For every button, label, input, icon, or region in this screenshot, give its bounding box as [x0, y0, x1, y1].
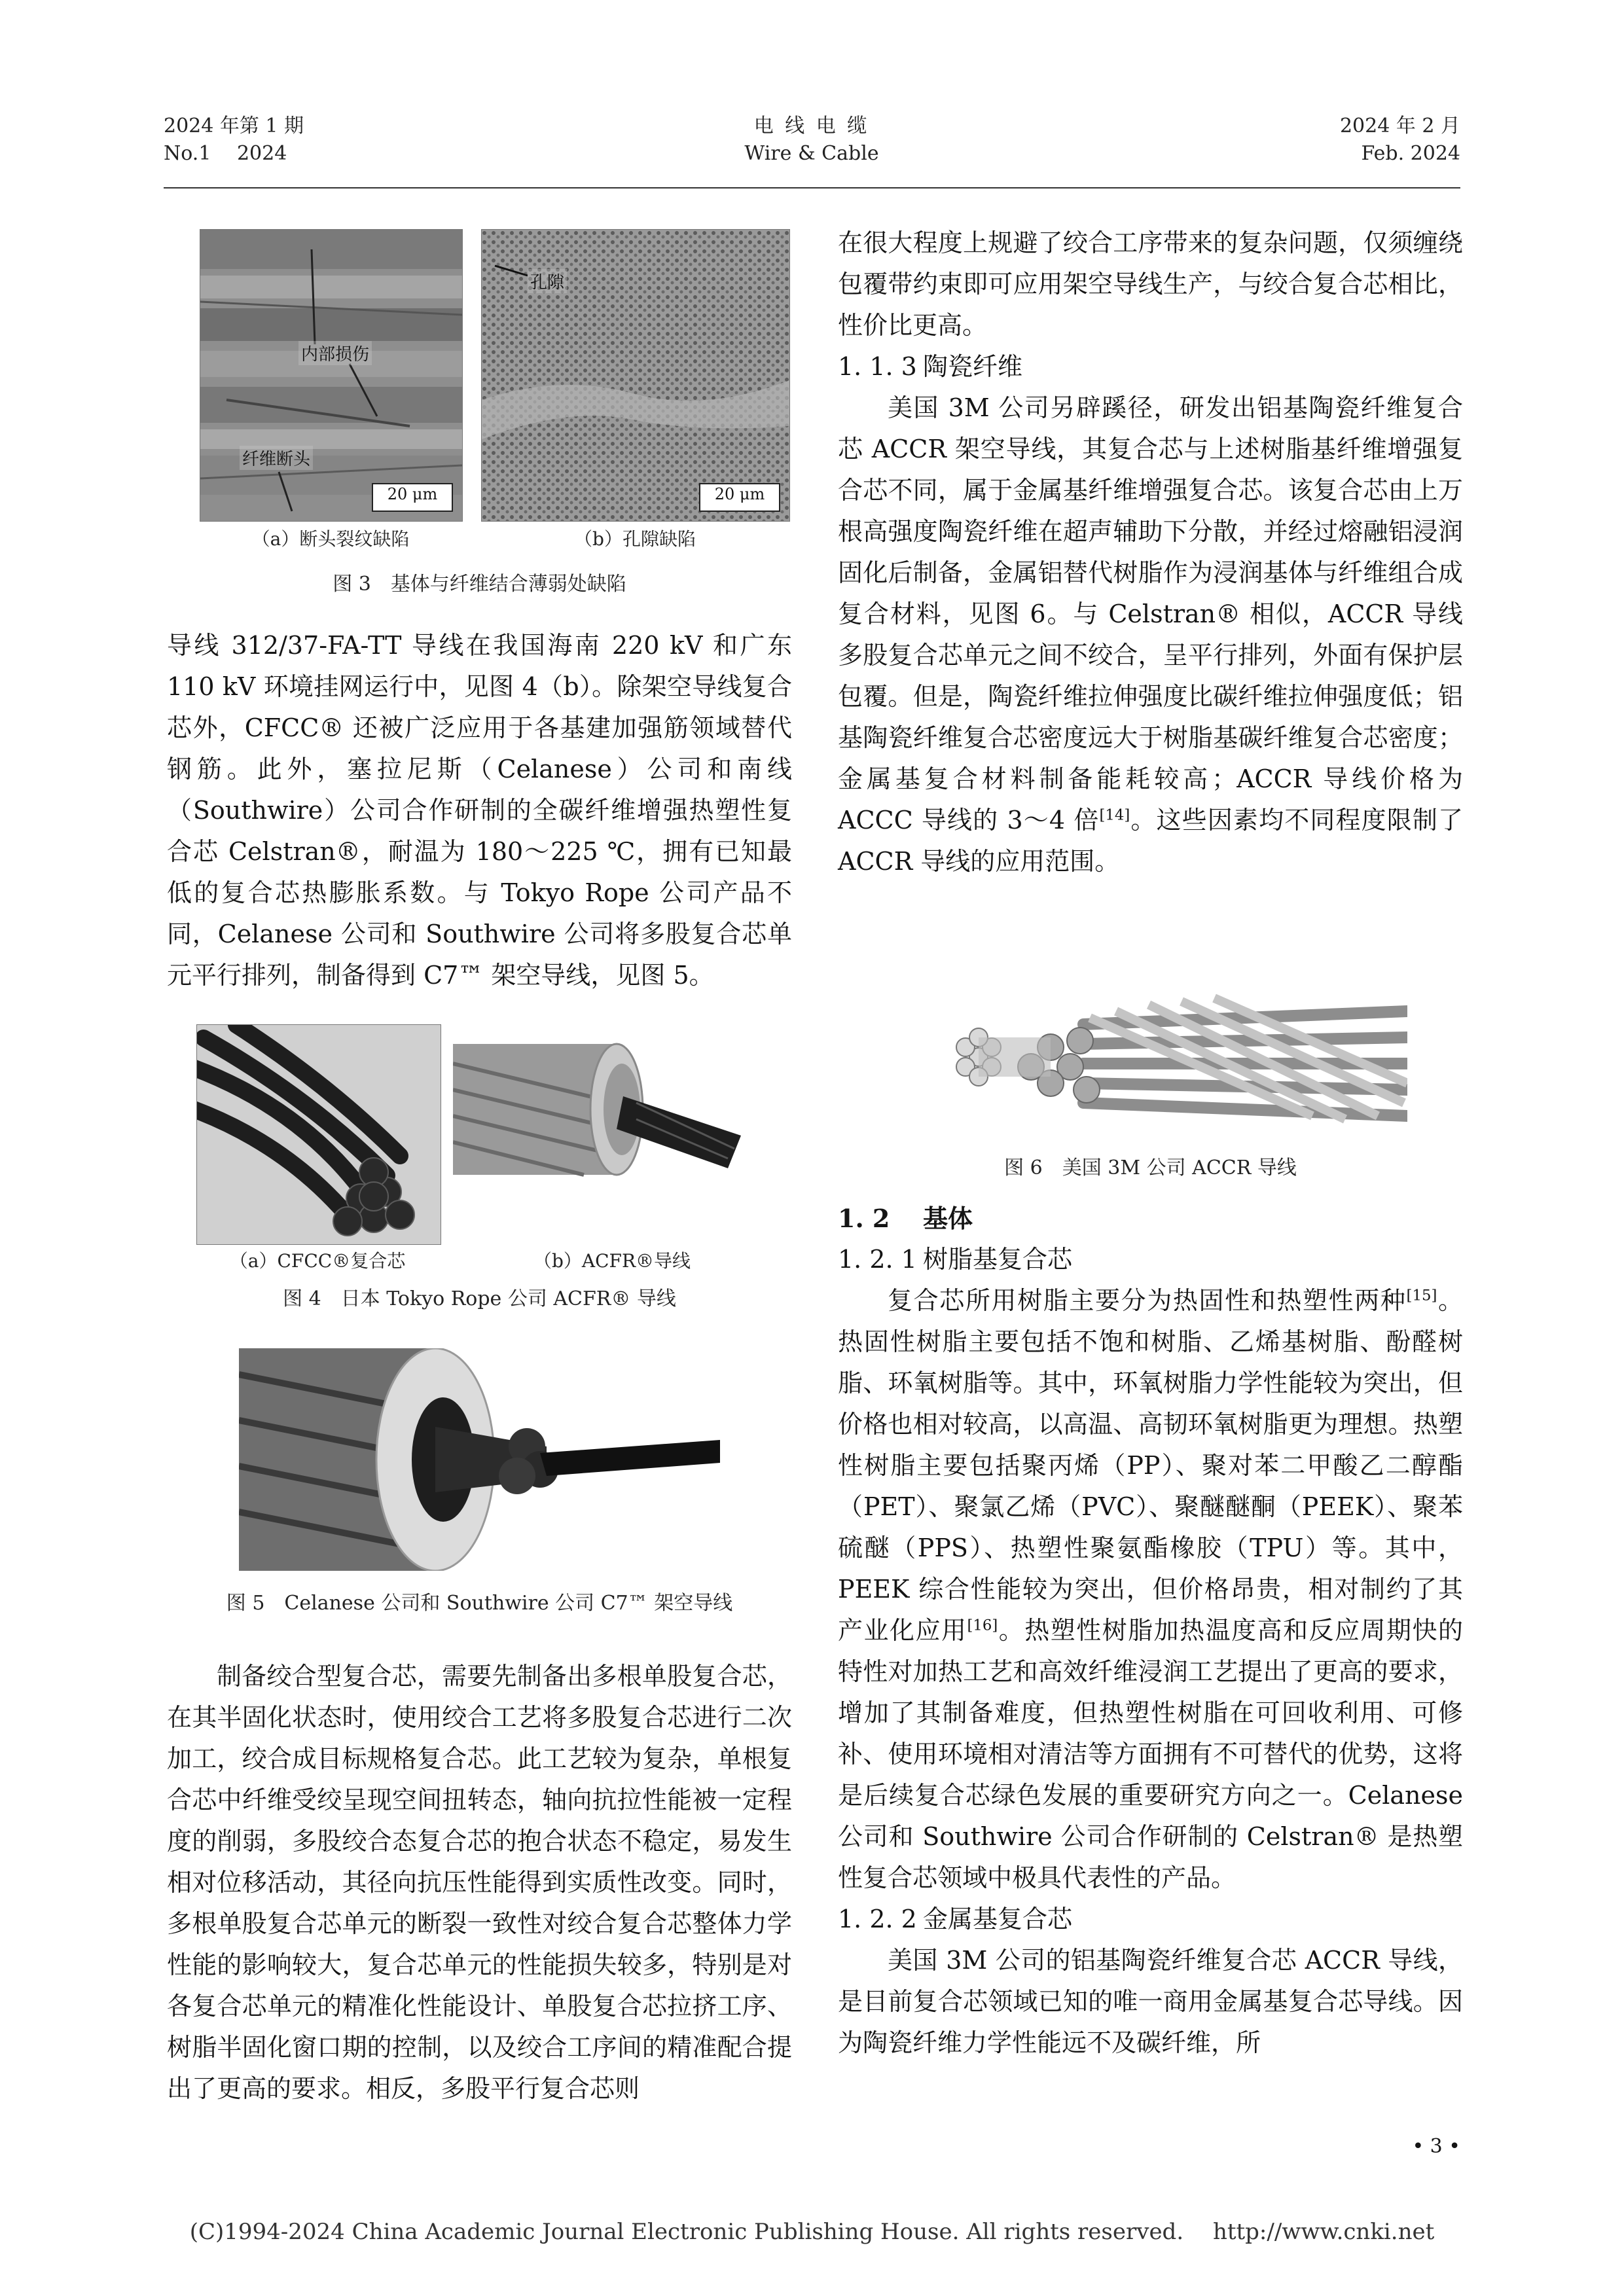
- right-paragraph-2: [838, 387, 1463, 882]
- right-paragraph-2-end: 。这些因素均不同程度限制了 ACCR 导线的应用范围。: [838, 806, 1463, 876]
- fig4a-image: [196, 1024, 441, 1245]
- right-paragraph-3-c: 。热塑性树脂加热温度高和反应周期快的特性对加热工艺和高效纤维浸润工艺提出了更高的要求，增加了其制备难度，但热塑性树脂在可回收利用、可修补、使用环境相对清洁等方面拥有不可替代的优势，这将是后续复合芯绿色发展的重要研究方向之一。Celanese 公司和 Southwire 公司合作研制的 Celstran® 是热塑性复合芯领域中极具代表性的产品。: [838, 1616, 1463, 1892]
- section-1-2-2-heading: [838, 1899, 1463, 1940]
- copyright-footer: (C)1994-2024 China Academic Journal Electronic Publishing House. All rights reserved. http://www.cnki.net: [189, 2219, 1435, 2245]
- right-paragraph-3-a: 复合芯所用树脂主要分为热固性和热塑性两种: [888, 1286, 1407, 1315]
- citation-15: [15]: [1406, 1287, 1437, 1304]
- fig3a-micrograph: [200, 229, 463, 522]
- header-rule: [164, 187, 1460, 188]
- right-paragraph-3-b: 。热固性树脂主要包括不饱和树脂、乙烯基树脂、酚醛树脂、环氧树脂等。其中，环氧树脂力学性能较为突出，但价格也相对较高，以高温、高韧环氧树脂更为理想。热塑性树脂主要包括聚丙烯（PP）、聚对苯二甲酸乙二醇酯（PET）、聚氯乙烯（PVC）、聚醚醚酮（PEEK）、聚苯硫醚（PPS）、热塑性聚氨酯橡胶（TPU）等。其中，PEEK 综合性能较为突出，但价格昂贵，相对制约了其产业化应用: [838, 1286, 1463, 1645]
- section-1-2-2-title: 金属基复合芯: [923, 1905, 1073, 1933]
- section-1-1-3-title: 陶瓷纤维: [923, 352, 1023, 381]
- right-paragraph-1: 在很大程度上规避了绞合工序带来的复杂问题，仅须缠绕包覆带约束即可应用架空导线生产，与绞合复合芯相比，性价比更高。: [838, 228, 1463, 340]
- right-column-top: [838, 223, 1463, 882]
- section-1-2-1-title: 树脂基复合芯: [923, 1245, 1073, 1274]
- citation-14: [14]: [1099, 806, 1130, 824]
- fig4b-image: [453, 1024, 761, 1244]
- issue-en: No.1 2024: [164, 142, 287, 165]
- journal-title-en: Wire & Cable: [744, 142, 879, 165]
- right-paragraph-3: [838, 1280, 1463, 1899]
- fig6-caption: 图 6 美国 3M 公司 ACCR 导线: [1004, 1157, 1297, 1179]
- annot-internal-damage: 内部损伤: [298, 341, 372, 365]
- journal-title-cn: 电 线 电 缆: [753, 115, 870, 137]
- annot-pore: 孔隙: [528, 269, 567, 293]
- fig3-subcaption-a: （a）断头裂纹缺陷: [251, 528, 410, 550]
- left-paragraph-1: 导线 312/37-FA-TT 导线在我国海南 220 kV 和广东 110 kV 环境挂网运行中，见图 4（b）。除架空导线复合芯外，CFCC® 还被广泛应用于各基建加强筋领域替代钢筋。此外，塞拉尼斯（Celanese）公司和南线（Southwire）公司合作研制的全碳纤维增强热塑性复合芯 Celstran®，耐温为 180～225 ℃，拥有已知最低的复合芯热膨胀系数。与 Tokyo Rope 公司产品不同，Celanese 公司和 Southwire 公司将多股复合芯单元平行排列，制备得到 C7™ 架空导线，见图 5。: [167, 631, 792, 990]
- fig4-caption: 图 4 日本 Tokyo Rope 公司 ACFR® 导线: [283, 1287, 676, 1310]
- journal-date: [1340, 113, 1460, 168]
- journal-issue-cn: [164, 113, 304, 168]
- fig3-subcaption-b: （b）孔隙缺陷: [574, 528, 696, 550]
- scalebar-b: 20 μm: [699, 483, 780, 512]
- section-1-2-1-heading: [838, 1239, 1463, 1280]
- fig3b-micrograph: [481, 229, 790, 522]
- fig3-caption: 图 3 基体与纤维结合薄弱处缺陷: [333, 573, 626, 596]
- section-1-1-3-number: 1. 1. 3: [838, 352, 917, 381]
- scalebar-a: 20 μm: [372, 483, 453, 512]
- section-1-2-1-number: 1. 2. 1: [838, 1245, 917, 1274]
- right-column-bottom: [838, 1198, 1463, 2064]
- issue-cn: 2024 年第 1 期: [164, 115, 304, 137]
- left-paragraph-2-block: [167, 1656, 792, 2109]
- left-paragraph-1-block: [167, 625, 792, 996]
- journal-title: [655, 113, 969, 168]
- citation-16: [16]: [967, 1617, 998, 1634]
- fig5-image: [239, 1348, 720, 1571]
- section-1-1-3-heading: [838, 346, 1463, 387]
- fig5-caption: 图 5 Celanese 公司和 Southwire 公司 C7™ 架空导线: [226, 1592, 733, 1615]
- fig6-image: [920, 985, 1407, 1139]
- fig4-subcaption-b: （b）ACFR®导线: [533, 1250, 691, 1272]
- date-en: Feb. 2024: [1361, 142, 1460, 165]
- annot-fiber-break: 纤维断头: [240, 446, 313, 470]
- section-1-2-2-number: 1. 2. 2: [838, 1905, 917, 1933]
- right-paragraph-4: 美国 3M 公司的铝基陶瓷纤维复合芯 ACCR 导线，是目前复合芯领域已知的唯一商用金属基复合芯导线。因为陶瓷纤维力学性能远不及碳纤维，所: [838, 1946, 1463, 2057]
- left-paragraph-2: 制备绞合型复合芯，需要先制备出多根单股复合芯，在其半固化状态时，使用绞合工艺将多股复合芯进行二次加工，绞合成目标规格复合芯。此工艺较为复杂，单根复合芯中纤维受绞呈现空间扭转态，轴向抗拉性能被一定程度的削弱，多股绞合态复合芯的抱合状态不稳定，易发生相对位移活动，其径向抗压性能得到实质性改变。同时，多根单股复合芯单元的断裂一致性对绞合复合芯整体力学性能的影响较大，复合芯单元的性能损失较多，特别是对各复合芯单元的精准化性能设计、单股复合芯拉挤工序、树脂半固化窗口期的控制，以及绞合工序间的精准配合提出了更高的要求。相反，多股平行复合芯则: [167, 1662, 792, 2103]
- section-1-2-heading: [838, 1198, 1463, 1239]
- section-1-2-number: 1. 2: [838, 1204, 890, 1233]
- page-number: • 3 •: [1412, 2135, 1460, 2158]
- fig4-subcaption-a: （a）CFCC®复合芯: [229, 1250, 406, 1272]
- section-1-2-title: 基体: [923, 1204, 973, 1233]
- right-paragraph-2-text: 美国 3M 公司另辟蹊径，研发出铝基陶瓷纤维复合芯 ACCR 架空导线，其复合芯与上述树脂基纤维增强复合芯不同，属于金属基纤维增强复合芯。该复合芯由上万根高强度陶瓷纤维在超声辅助下分散，并经过熔融铝浸润固化后制备，金属铝替代树脂作为浸润基体与纤维组合成复合材料，见图 6。与 Celstran® 相似，ACCR 导线多股复合芯单元之间不绞合，呈平行排列，外面有保护层包覆。但是，陶瓷纤维拉伸强度比碳纤维拉伸强度低；铝基陶瓷纤维复合芯密度远大于树脂基碳纤维复合芯密度；金属基复合材料制备能耗较高；ACCR 导线价格为 ACCC 导线的 3～4 倍: [838, 393, 1463, 834]
- date-cn: 2024 年 2 月: [1339, 115, 1460, 137]
